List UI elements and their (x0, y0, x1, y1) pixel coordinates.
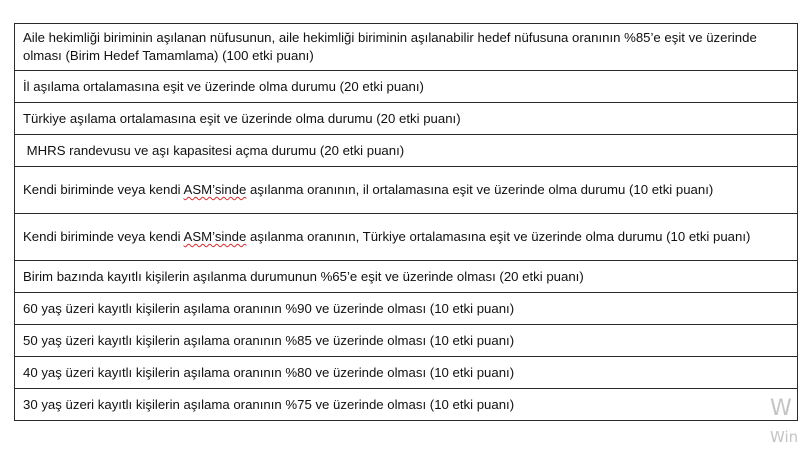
table-row (15, 261, 798, 293)
watermark-line-2: Win (770, 428, 799, 446)
spellcheck-flagged-word: ASM’sinde (183, 182, 247, 197)
criterion-cell-age-40: 40 yaş üzeri kayıtlı kişilerin aşılama oranının %80 ve üzerinde olması (10 etki puanı) (15, 357, 798, 389)
criterion-cell-unit-target: Aile hekimliği biriminin aşılanan nüfusunun, aile hekimliği biriminin aşılanabilir hedef nüfusuna oranının %85’e eşit ve üzerinde olması (Birim Hedef Tamamlama) (100 etki puanı) (15, 24, 798, 71)
criterion-text-after: aşılanma oranının, il ortalamasına eşit ve üzerinde olma durumu (10 etki puanı) (246, 182, 714, 197)
criterion-cell-age-50: 50 yaş üzeri kayıtlı kişilerin aşılama oranının %85 ve üzerinde olması (10 etki puanı) (15, 325, 798, 357)
criterion-cell-age-60: 60 yaş üzeri kayıtlı kişilerin aşılama oranının %90 ve üzerinde olması (10 etki puanı) (15, 293, 798, 325)
table-row (15, 103, 798, 135)
table-row (15, 71, 798, 103)
criterion-text-after: aşılanma oranının, Türkiye ortalamasına eşit ve üzerinde olma durumu (10 etki puanı) (246, 229, 751, 244)
table-row (15, 167, 798, 214)
table-row (15, 293, 798, 325)
table-row (15, 135, 798, 167)
watermark-line-1: W (770, 396, 792, 421)
criterion-cell-asm-province (15, 167, 798, 214)
table-row (15, 357, 798, 389)
table-row (15, 24, 798, 71)
criterion-text-before: Kendi biriminde veya kendi (23, 229, 184, 244)
criterion-cell-asm-turkey (15, 214, 798, 261)
spellcheck-flagged-word: ASM’sinde (183, 229, 247, 244)
table-row (15, 214, 798, 261)
criterion-cell-mhrs-capacity: MHRS randevusu ve aşı kapasitesi açma durumu (20 etki puanı) (15, 135, 798, 167)
table-row (15, 389, 798, 421)
criterion-cell-turkey-average: Türkiye aşılama ortalamasına eşit ve üzerinde olma durumu (20 etki puanı) (15, 103, 798, 135)
criterion-text-before: Kendi biriminde veya kendi (23, 182, 184, 197)
table-row (15, 325, 798, 357)
criteria-table (14, 23, 798, 421)
criterion-cell-registered-65: Birim bazında kayıtlı kişilerin aşılanma durumunun %65’e eşit ve üzerinde olması (20 etki puanı) (15, 261, 798, 293)
criterion-cell-age-30: 30 yaş üzeri kayıtlı kişilerin aşılama oranının %75 ve üzerinde olması (10 etki puanı) (15, 389, 798, 421)
criterion-cell-province-average: İl aşılama ortalamasına eşit ve üzerinde olma durumu (20 etki puanı) (15, 71, 798, 103)
